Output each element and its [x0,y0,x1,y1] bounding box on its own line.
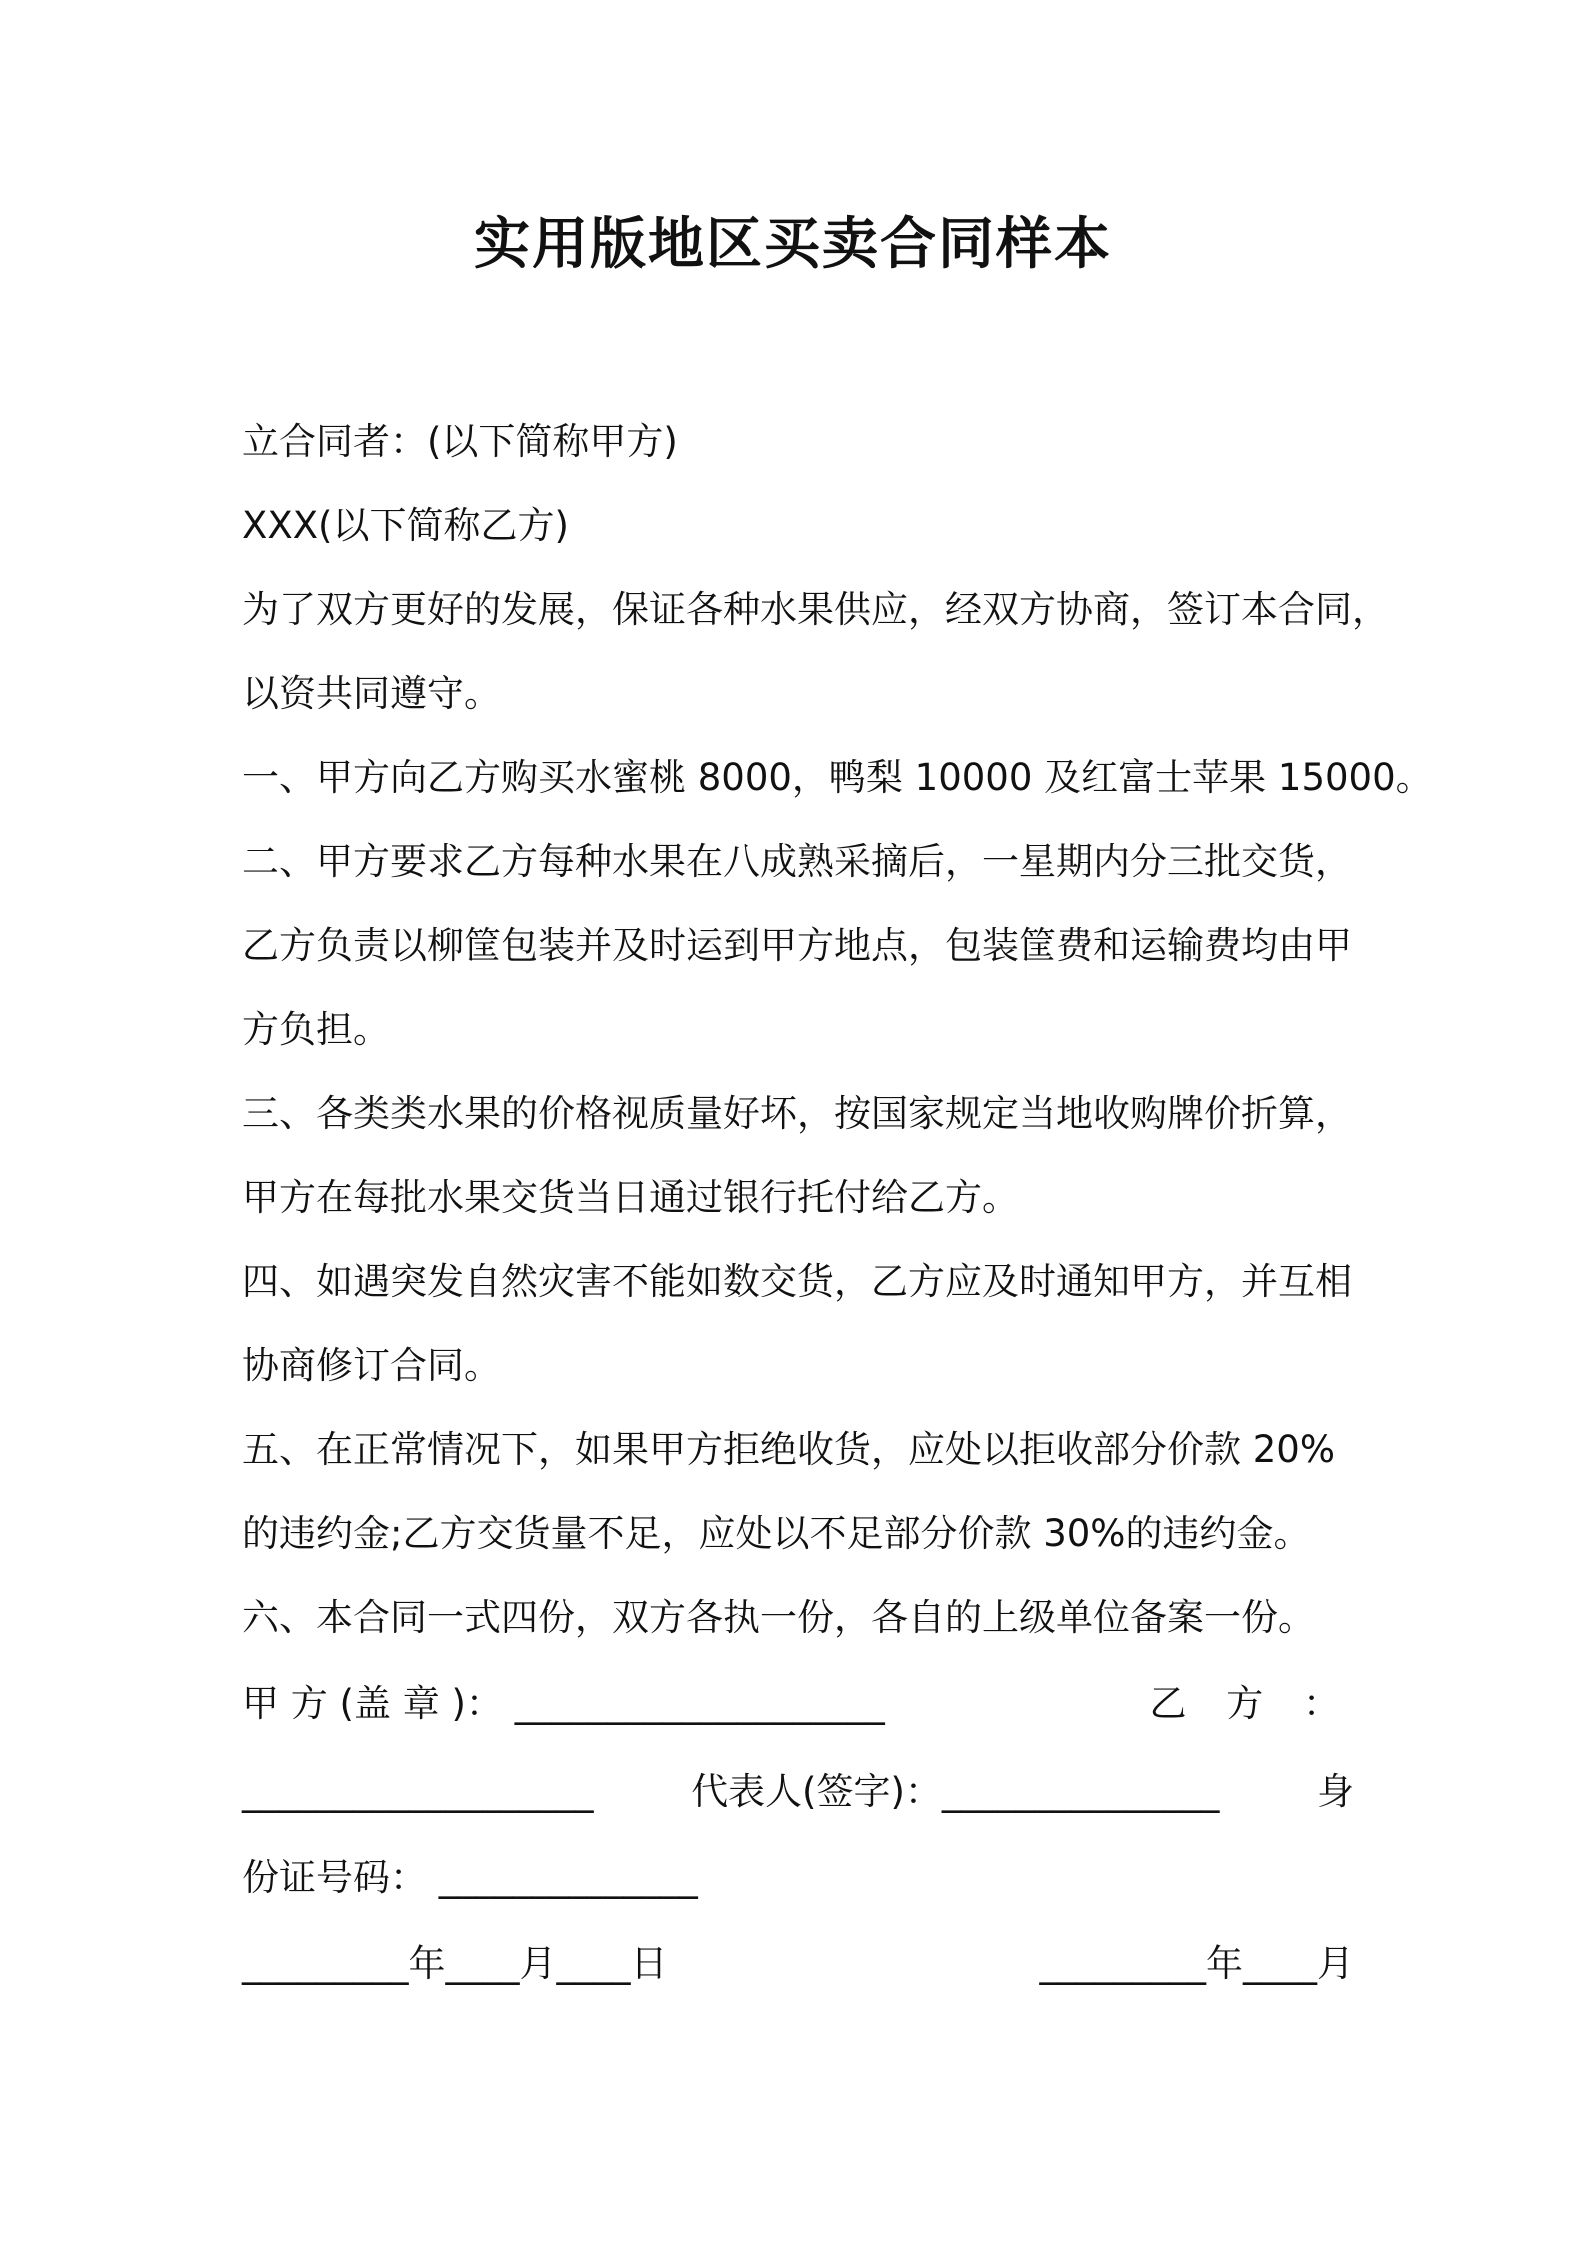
clause-5-line-1: 五、在正常情况下，如果甲方拒绝收货，应处以拒收部分价款 20% [242,1428,1335,1471]
signature-row-1 [242,1660,1354,1748]
clause-2-line-1: 二、甲方要求乙方每种水果在八成熟采摘后，一星期内分三批交货， [242,840,1352,883]
paragraph-intro-line-2: 以资共同遵守。 [242,672,501,715]
signature-row-2 [242,1748,1354,1836]
party-a-label: 甲 方 (盖 章 )： [242,1682,503,1725]
id-number-line: ______________ [438,1856,698,1899]
date-party-a: _________年____月____日 [242,1942,668,1985]
date-row [242,1920,1354,2008]
id-number-prefix: 身 [1317,1770,1354,1813]
party-a-signature-line: ____________________ [514,1682,885,1725]
clause-5-line-2: 的违约金;乙方交货量不足，应处以不足部分价款 30%的违约金。 [242,1512,1311,1555]
clause-3-line-1: 三、各类类水果的价格视质量好坏，按国家规定当地收购牌价折算， [242,1092,1352,1135]
representative-signature: 代表人(签字)：_______________ [691,1770,1220,1813]
clause-6: 六、本合同一式四份，双方各执一份，各自的上级单位备案一份。 [242,1596,1315,1639]
paragraph-intro-line-1: 为了双方更好的发展，保证各种水果供应，经双方协商，签订本合同， [242,588,1389,631]
clause-4-line-1: 四、如遇突发自然灾害不能如数交货，乙方应及时通知甲方，并互相 [242,1260,1352,1303]
party-b-label: 乙 方 ： [1149,1682,1354,1725]
paragraph-parties-a: 立合同者：(以下简称甲方) [242,420,678,463]
date-party-b: _________年____月 [1039,1942,1354,1985]
party-a-seal [242,1660,885,1748]
clause-1: 一、甲方向乙方购买水蜜桃 8000，鸭梨 10000 及红富士苹果 15000。 [242,756,1433,799]
contract-body [242,400,1433,2008]
party-b-signature-line: ___________________ [242,1770,594,1813]
paragraph-parties-b: XXX(以下简称乙方) [242,504,569,547]
id-number-label: 份证号码： [242,1856,427,1899]
clause-2-line-3: 方负担。 [242,1008,390,1051]
document-title: 实用版地区买卖合同样本 [474,212,1112,277]
clause-3-line-2: 甲方在每批水果交货当日通过银行托付给乙方。 [242,1176,1019,1219]
id-number-row [242,1836,1354,1920]
clause-2-line-2: 乙方负责以柳筐包装并及时运到甲方地点，包装筐费和运输费均由甲 [242,924,1352,967]
clause-4-line-2: 协商修订合同。 [242,1344,501,1387]
